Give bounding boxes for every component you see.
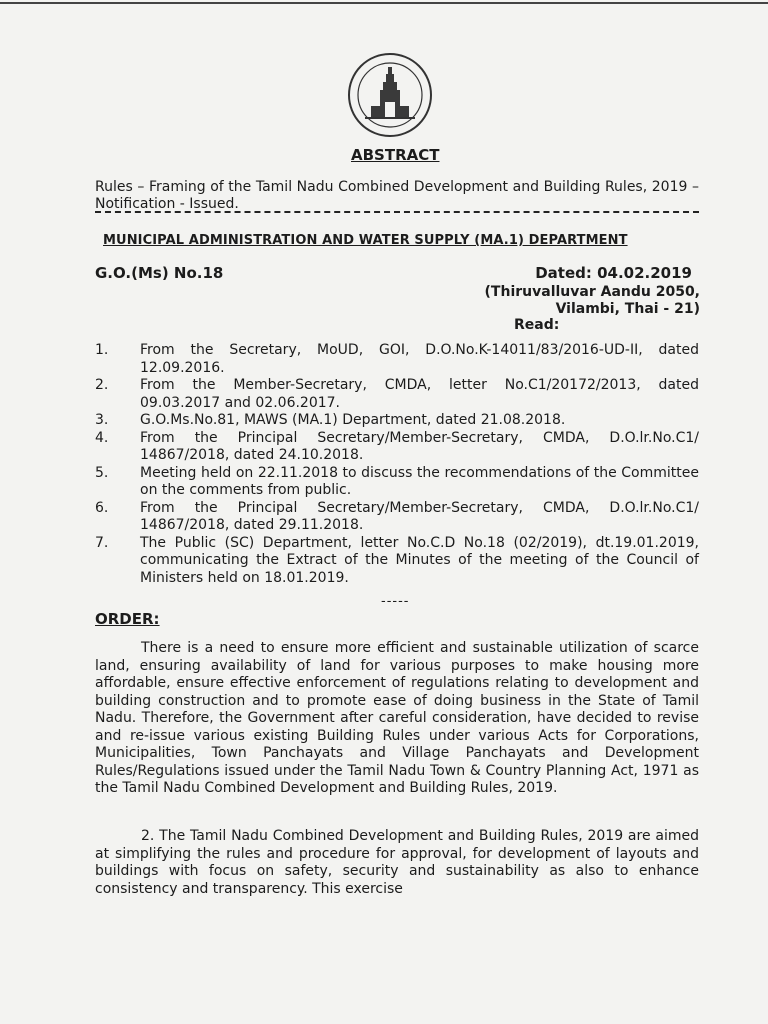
reference-item	[95, 465, 699, 500]
reference-number: 7.	[95, 534, 109, 551]
tamil-date-line1: (Thiruvalluvar Aandu 2050,	[484, 284, 700, 300]
reference-number: 2.	[95, 377, 109, 393]
order-paragraph-2: 2. The Tamil Nadu Combined Development and Building Rules, 2019 are aimed at simplifying the rules and procedure for approval, for development of layouts and buildings with focus on safety, security and sustainability as also to enhance consistency and transparency. This exercise	[95, 828, 699, 897]
reference-number: 5.	[95, 464, 109, 481]
abstract-heading: ABSTRACT	[351, 146, 440, 164]
reference-text: From the Principal Secretary/Member-Secretary, CMDA, D.O.lr.No.C1/ 14867/2018, dated 29.11.2018.	[140, 499, 699, 533]
reference-number: 1.	[95, 342, 109, 358]
reference-text: Meeting held on 22.11.2018 to discuss the recommendations of the Committee on the comments from public.	[140, 464, 699, 498]
subject-line: Rules – Framing of the Tamil Nadu Combined Development and Building Rules, 2019 – Notification - Issued.	[95, 179, 699, 212]
order-heading: ORDER:	[95, 610, 160, 628]
reference-number: 4.	[95, 429, 109, 446]
tamil-nadu-emblem	[347, 52, 433, 138]
department-heading: MUNICIPAL ADMINISTRATION AND WATER SUPPLY (MA.1) DEPARTMENT	[103, 233, 628, 248]
dated-line: Dated: 04.02.2019	[535, 264, 692, 282]
reference-number: 6.	[95, 499, 109, 516]
section-separator: -----	[381, 594, 410, 609]
reference-text: From the Member-Secretary, CMDA, letter No.C1/20172/2013, dated 09.03.2017 and 02.06.2017.	[140, 377, 699, 411]
order-paragraph-1: There is a need to ensure more efficient and sustainable utilization of scarce land, ensuring availability of land for various purposes to make housing more affordable, ensure effective enforcement of regulations relating to development and building construction and to promote ease of doing business in the State of Tamil Nadu. Therefore, the Government after careful consideration, have decided to revise and re-issue various existing Building Rules under various Acts for Corporations, Municipalities, Town Panchayats and Village Panchayats and Development Rules/Regulations issued under the Tamil Nadu Town & Country Planning Act, 1971 as the Tamil Nadu Combined Development and Building Rules, 2019.	[95, 640, 699, 796]
scan-edge-line	[0, 2, 768, 4]
tamil-date	[485, 284, 700, 318]
reference-text: G.O.Ms.No.81, MAWS (MA.1) Department, dated 21.08.2018.	[140, 412, 566, 428]
read-label: Read:	[514, 317, 560, 333]
reference-item	[95, 377, 699, 412]
reference-item	[95, 500, 699, 535]
reference-item	[95, 430, 699, 465]
go-number: G.O.(Ms) No.18	[95, 264, 224, 282]
reference-item	[95, 412, 699, 430]
reference-text: From the Principal Secretary/Member-Secretary, CMDA, D.O.lr.No.C1/ 14867/2018, dated 24.10.2018.	[140, 429, 699, 463]
reference-text: From the Secretary, MoUD, GOI, D.O.No.K-14011/83/2016-UD-II, dated 12.09.2016.	[140, 342, 699, 376]
dashed-divider	[95, 211, 699, 216]
tamil-date-line2: Vilambi, Thai - 21)	[555, 301, 700, 317]
reference-item	[95, 342, 699, 377]
reference-text: The Public (SC) Department, letter No.C.D No.18 (02/2019), dt.19.01.2019, communicating the Extract of the Minutes of the meeting of the Council of Ministers held on 18.01.2019.	[140, 534, 699, 586]
reference-item	[95, 535, 699, 588]
references-list	[95, 342, 699, 587]
reference-number: 3.	[95, 412, 109, 428]
